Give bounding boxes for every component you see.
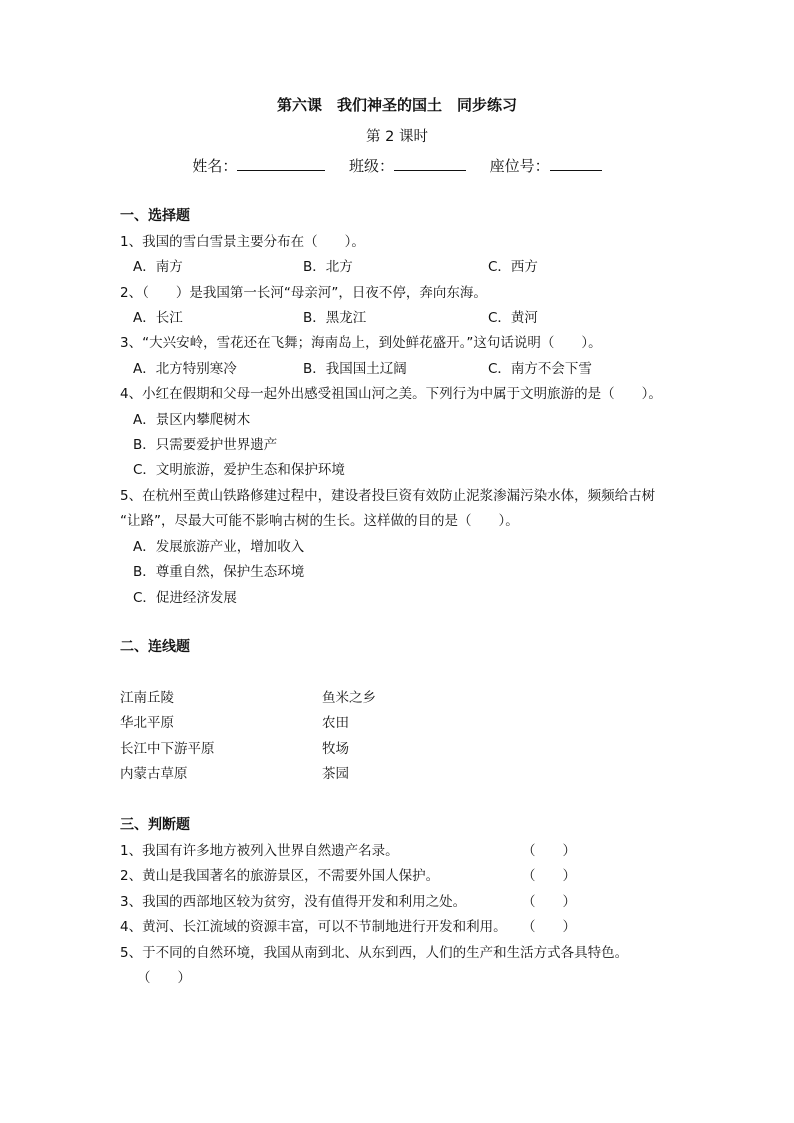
- question-stem: 3、“大兴安岭，雪花还在飞舞；海南岛上，到处鲜花盛开。”这句话说明（ ）。: [120, 335, 602, 351]
- question-stem-cont: “让路”，尽最大可能不影响古树的生长。这样做的目的是（ ）。: [120, 513, 519, 529]
- judgment-item: 1、我国有许多地方被列入世界自然遗产名录。: [120, 843, 399, 859]
- option: A．发展旅游产业，增加收入: [133, 539, 305, 555]
- answer-paren[interactable]: （ ）: [522, 894, 576, 910]
- option: A．北方特别寒冷: [133, 361, 237, 377]
- option: C．南方不会下雪: [488, 361, 592, 377]
- answer-paren[interactable]: （ ）: [137, 970, 191, 986]
- section-heading-judgment: 三、判断题: [120, 817, 190, 833]
- judgment-item: 5、于不同的自然环境，我国从南到北、从东到西，人们的生产和生活方式各具特色。: [120, 945, 629, 961]
- option: A．长江: [133, 310, 183, 326]
- option: C．黄河: [488, 310, 538, 326]
- option: C．文明旅游，爱护生态和保护环境: [133, 462, 345, 478]
- option: A．景区内攀爬树木: [133, 412, 251, 428]
- answer-paren[interactable]: （ ）: [522, 868, 576, 884]
- page-title: 第六课 我们神圣的国土 同步练习: [276, 96, 517, 114]
- match-left-item[interactable]: 内蒙古草原: [120, 766, 188, 782]
- match-right-item[interactable]: 鱼米之乡: [322, 690, 376, 706]
- match-left-item[interactable]: 江南丘陵: [120, 690, 174, 706]
- match-right-item[interactable]: 茶园: [322, 766, 349, 782]
- judgment-item: 4、黄河、长江流域的资源丰富，可以不节制地进行开发和利用。: [120, 919, 507, 935]
- match-right-item[interactable]: 农田: [322, 715, 349, 731]
- judgment-item: 3、我国的西部地区较为贫穷，没有值得开发和利用之处。: [120, 894, 467, 910]
- match-left-item[interactable]: 华北平原: [120, 715, 174, 731]
- name-label: 姓名：: [192, 157, 238, 175]
- section-heading-matching: 二、连线题: [120, 639, 190, 655]
- question-stem: 1、我国的雪白雪景主要分布在（ ）。: [120, 234, 365, 250]
- class-label: 班级：: [348, 157, 394, 175]
- answer-paren[interactable]: （ ）: [522, 843, 576, 859]
- match-left-item[interactable]: 长江中下游平原: [120, 741, 215, 757]
- page-subtitle: 第 2 课时: [366, 129, 428, 145]
- option: B．黑龙江: [303, 310, 367, 326]
- option: B．只需要爱护世界遗产: [133, 437, 278, 453]
- seat-blank[interactable]: [550, 156, 602, 171]
- option: B．我国国土辽阔: [303, 361, 407, 377]
- question-stem: 5、在杭州至黄山铁路修建过程中，建设者投巨资有效防止泥浆渗漏污染水体，频频给古树: [120, 488, 656, 504]
- name-blank[interactable]: [237, 156, 325, 171]
- option: C．西方: [488, 259, 538, 275]
- question-stem: 4、小红在假期和父母一起外出感受祖国山河之美。下列行为中属于文明旅游的是（ ）。: [120, 386, 662, 402]
- match-right-item[interactable]: 牧场: [322, 741, 349, 757]
- option: B．北方: [303, 259, 353, 275]
- option: B．尊重自然，保护生态环境: [133, 564, 305, 580]
- option: C．促进经济发展: [133, 590, 237, 606]
- class-blank[interactable]: [394, 156, 466, 171]
- question-stem: 2、（ ）是我国第一长河“母亲河”，日夜不停，奔向东海。: [120, 285, 487, 301]
- judgment-item: 2、黄山是我国著名的旅游景区，不需要外国人保护。: [120, 868, 440, 884]
- option: A．南方: [133, 259, 183, 275]
- answer-paren[interactable]: （ ）: [522, 919, 576, 935]
- student-info-bar: [0, 156, 794, 175]
- section-heading-choice: 一、选择题: [120, 208, 190, 224]
- seat-label: 座位号：: [489, 157, 550, 175]
